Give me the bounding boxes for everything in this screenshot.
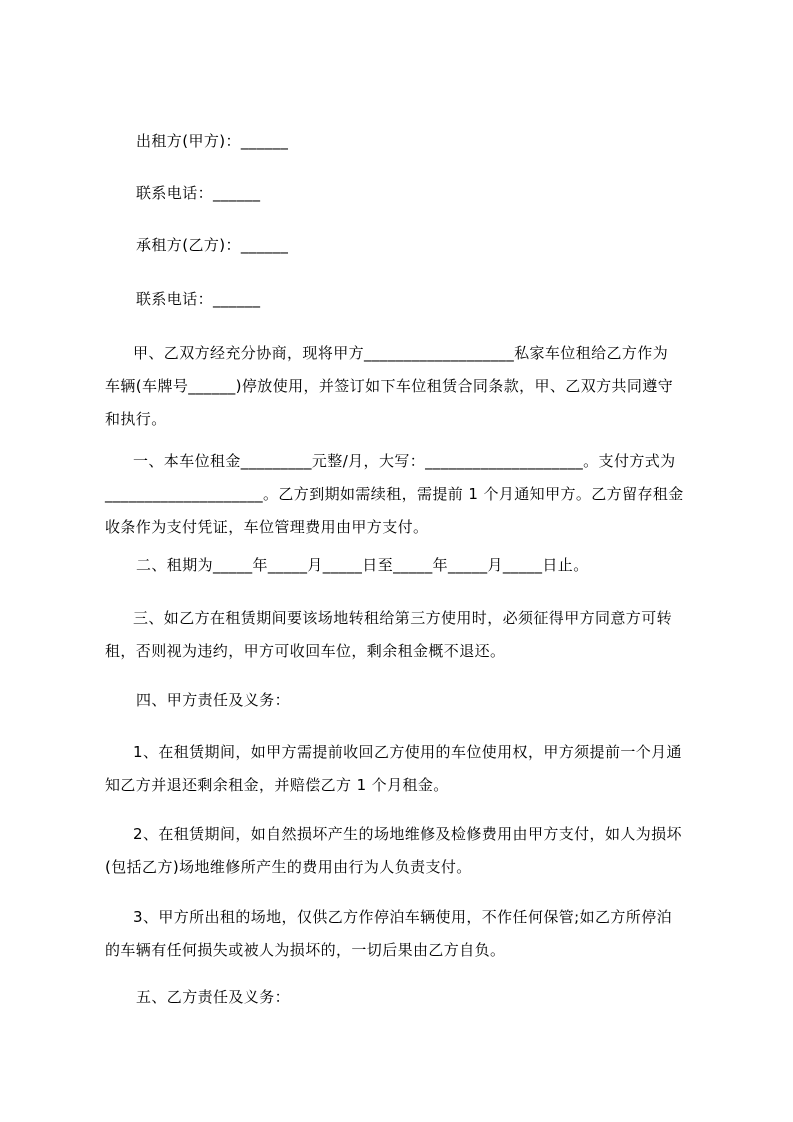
clause-1-line-3: 收条作为支付凭证，车位管理费用由甲方支付。 [105,518,429,536]
clause-4-1-line-2: 知乙方并退还剩余租金，并赔偿乙方 1 个月租金。 [105,776,449,794]
clause-3-line-2: 租，否则视为违约，甲方可收回车位，剩余租金概不退还。 [105,642,506,660]
clause-2-line-1: 二、租期为_____年_____月_____日至_____年_____月_____日止。 [136,556,589,574]
clause-2-paragraph [136,549,746,582]
lessor-phone-field [136,177,746,210]
clause-1-line-2: ____________________。乙方到期如需续租，需提前 1 个月通知甲方。乙方留存租金 [105,485,684,503]
clause-4-2-paragraph [105,818,715,884]
clause-3-paragraph [105,602,715,668]
clause-4-2-line-1: 2、在租赁期间，如自然损坏产生的场地维修及检修费用由甲方支付，如人为损坏 [133,825,682,843]
clause-5-heading: 五、乙方责任及义务： [136,988,291,1006]
clause-5-title [136,981,746,1014]
preamble-paragraph [105,337,715,436]
clause-4-3-paragraph [105,901,715,967]
lessor-field [136,125,746,158]
clause-4-heading: 四、甲方责任及义务： [136,691,291,709]
clause-4-2-line-2: (包括乙方)场地维修所产生的费用由行为人负责支付。 [105,858,472,876]
lessor-phone-label: 联系电话：______ [136,184,261,202]
clause-4-1-paragraph [105,736,715,802]
clause-4-title [136,684,746,717]
lessee-label: 承租方(乙方)：______ [136,236,289,254]
lessee-phone-label: 联系电话：______ [136,290,261,308]
lessor-label: 出租方(甲方)：______ [136,132,289,150]
preamble-line-1: 甲、乙双方经充分协商，现将甲方___________________私家车位租给乙方作为 [133,344,669,362]
clause-3-line-1: 三、如乙方在租赁期间要该场地转租给第三方使用时，必须征得甲方同意方可转 [133,609,673,627]
lessee-phone-field [136,283,746,316]
lessee-field [136,229,746,262]
clause-1-line-1: 一、本车位租金_________元整/月，大写：____________________。支付方式为 [133,452,676,470]
clause-4-3-line-2: 的车辆有任何损失或被人为损坏的，一切后果由乙方自负。 [105,941,506,959]
preamble-line-3: 和执行。 [105,410,167,428]
preamble-line-2: 车辆(车牌号______)停放使用，并签订如下车位租赁合同条款，甲、乙双方共同遵守 [105,377,674,395]
clause-4-3-line-1: 3、甲方所出租的场地，仅供乙方作停泊车辆使用，不作任何保管;如乙方所停泊 [133,908,673,926]
clause-1-paragraph [105,445,715,544]
clause-4-1-line-1: 1、在租赁期间，如甲方需提前收回乙方使用的车位使用权，甲方须提前一个月通 [133,743,682,761]
